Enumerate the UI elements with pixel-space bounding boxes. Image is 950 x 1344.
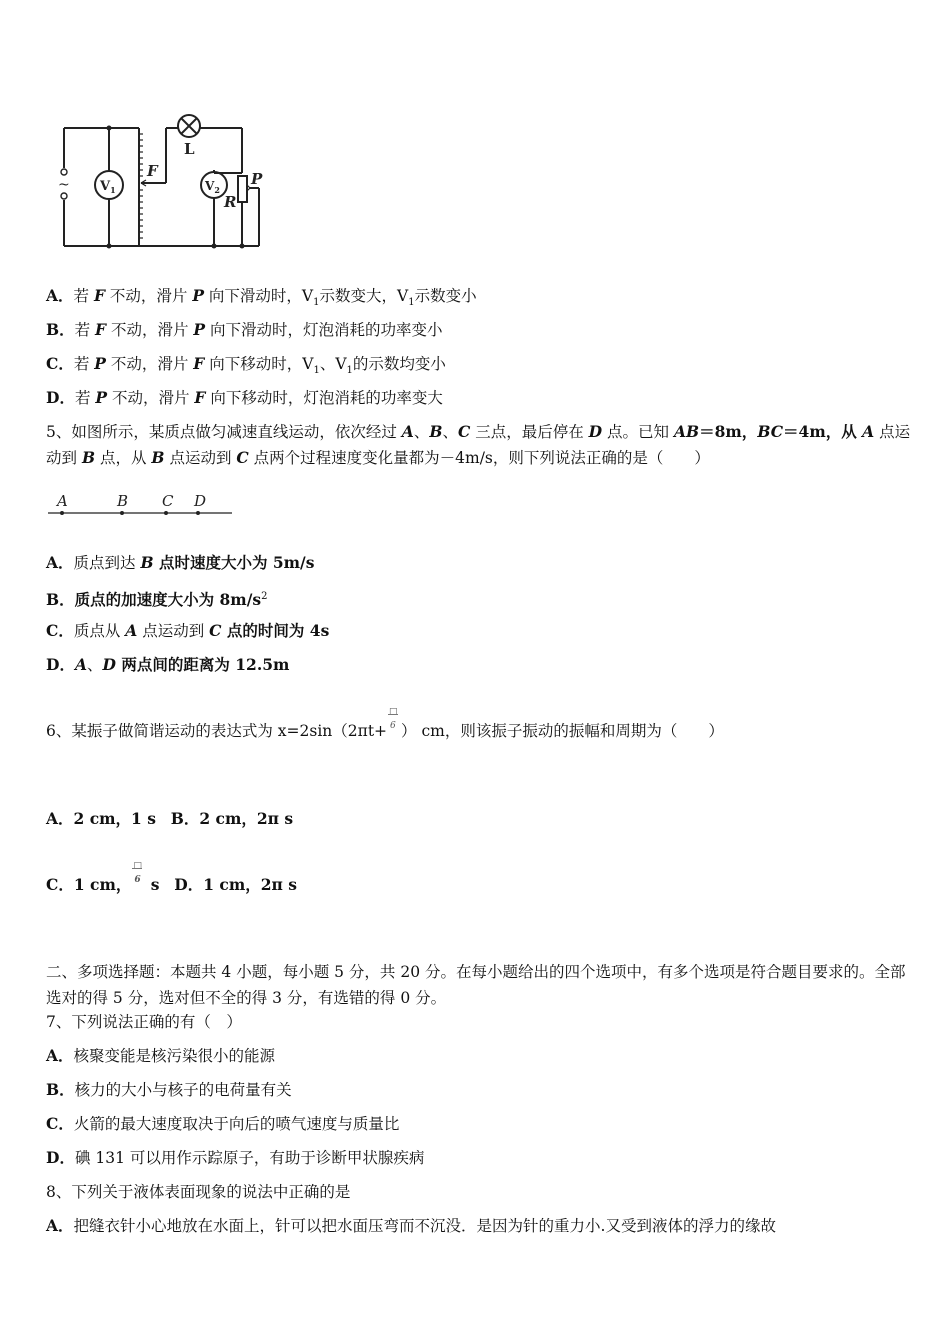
q8-option-a: A．把缝衣针小心地放在水面上，针可以把水面压弯而不沉没．是因为针的重力小.又受到液体的浮力的缘故 [46,1216,776,1235]
terminal-icon [61,169,67,175]
q6-stem: 6、某振子做简谐运动的表达式为 x=2sin（2πt+ □ 6 ） cm，则该振子振动的振幅和周期为（ ） [46,707,724,740]
v2-label: $V_2$ [205,179,220,195]
l-label: L [184,140,195,158]
q7-option-a: A．核聚变能是核污染很小的能源 [46,1046,276,1065]
q7-option-d: D．碘 131 可以用作示踪原子，有助于诊断甲状腺疾病 [46,1148,425,1167]
point-b-dot [120,511,124,515]
q6-option-c: C．1 cm， □ 6 s [46,861,160,894]
q6-option-d: D．1 cm，2π s [174,875,297,894]
terminal-icon [61,193,67,199]
section2-intro: 二、多项选择题：本题共 4 小题，每小题 5 分，共 20 分。在每小题给出的四个选项中，有多个选项是符合题目要求的。全部选对的得 5 分，选对但不全的得 3 分，有选错的得 0 分。 [46,963,906,1007]
q6-option-b: B．2 cm，2π s [170,809,294,828]
rheostat-icon [238,176,247,202]
q4-option-a: A．若 F 不动，滑片 P 向下滑动时，$V_1$示数变大，$V_1$示数变小 [46,286,477,309]
fraction-pi-over-6: □ 6 [389,707,398,731]
q4-option-c: C．若 P 不动，滑片 F 向下移动时，$V_1$、$V_1$的示数均变小 [46,354,446,377]
point-d-label: D [194,492,207,510]
junction-dot [107,126,112,131]
source-label: ~ [58,177,70,193]
motion-line-diagram [46,490,236,520]
q5-option-a: A．质点到达 B 点时速度大小为 5m/s [46,553,315,572]
q7-option-c: C．火箭的最大速度取决于向后的喷气速度与质量比 [46,1114,400,1133]
point-a-label: A [57,492,68,510]
circuit-diagram [54,108,274,253]
q7-option-b: B．核力的大小与核子的电荷量有关 [46,1080,292,1099]
q6-options-ab [46,809,293,829]
junction-dot [212,244,217,249]
q5-stem: 5、如图所示，某质点做匀减速直线运动，依次经过 A、B、C 三点，最后停在 D 点。已知 AB＝8m，BC＝4m，从 A 点运动到 B 点，从 B 点运动到 C 点两个过程速度变化量都为－4m/s，则下列说法正确的是（ ） [46,422,911,467]
point-c-dot [164,511,168,515]
point-c-label: C [162,492,174,510]
q5-option-b: B．质点的加速度大小为 $8m/s^2$ [46,590,268,610]
f-label: F [147,162,158,180]
q4-option-d: D．若 P 不动，滑片 F 向下移动时，灯泡消耗的功率变大 [46,388,443,407]
q6-options-cd [46,861,297,896]
q5-option-c: C．质点从 A 点运动到 C 点的时间为 4s [46,621,330,640]
r-label: R [224,193,237,211]
v1-label: $V_1$ [100,179,116,195]
q6-option-a: A．2 cm，1 s [46,809,156,828]
q7-stem: 7、下列说法正确的有（ ） [46,1013,242,1031]
q4-option-b: B．若 F 不动，滑片 P 向下滑动时，灯泡消耗的功率变小 [46,320,443,339]
p-label: P [251,170,263,188]
junction-dot [240,244,245,249]
fraction-pi-over-6: □ 6 [133,861,142,885]
point-d-dot [196,511,200,515]
q8-stem: 8、下列关于液体表面现象的说法中正确的是 [46,1183,351,1201]
point-b-label: B [117,492,129,510]
q5-option-d: D．A、D 两点间的距离为 12.5m [46,655,290,674]
junction-dot [107,244,112,249]
point-a-dot [60,511,64,515]
